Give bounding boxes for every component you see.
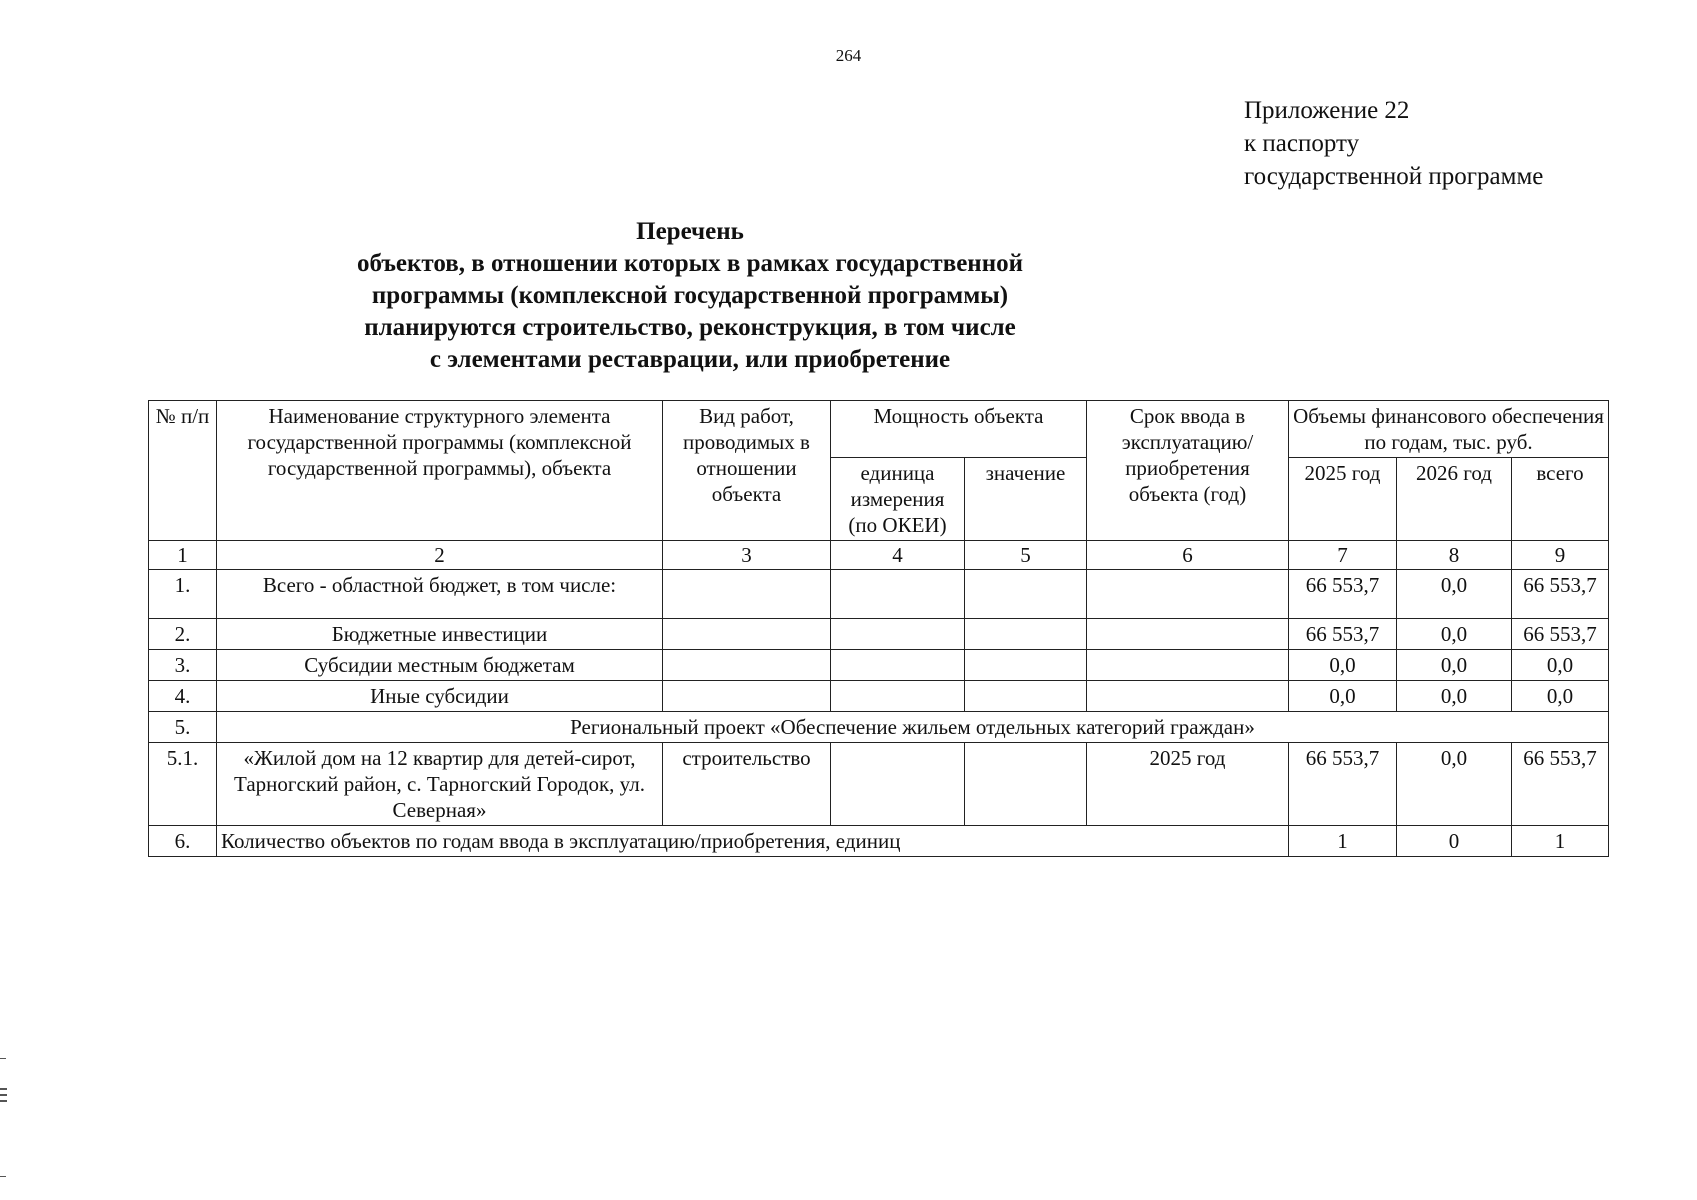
index-cell: 8 xyxy=(1397,541,1512,570)
index-cell: 2 xyxy=(217,541,663,570)
title-line: планируются строительство, реконструкция, в том числе xyxy=(364,314,1016,341)
index-cell: 7 xyxy=(1289,541,1397,570)
table-row xyxy=(149,650,1609,681)
scan-mark xyxy=(0,1100,7,1102)
scan-mark xyxy=(0,1058,6,1059)
appendix-line: государственной программе xyxy=(1244,163,1544,190)
count-label: Количество объектов по годам ввода в эксплуатацию/приобретения, единиц xyxy=(217,826,1289,857)
row-num: 6. xyxy=(149,826,217,857)
row-unit xyxy=(831,619,965,650)
row-2026: 0,0 xyxy=(1397,619,1512,650)
row-2026: 0,0 xyxy=(1397,681,1512,712)
row-value xyxy=(965,650,1087,681)
table-index-row xyxy=(149,541,1609,570)
row-2026: 0,0 xyxy=(1397,570,1512,619)
table-row xyxy=(149,619,1609,650)
index-cell: 5 xyxy=(965,541,1087,570)
row-name: Бюджетные инвестиции xyxy=(217,619,663,650)
row-deadline xyxy=(1087,681,1289,712)
row-total: 1 xyxy=(1512,826,1609,857)
header-total: всего xyxy=(1512,458,1609,541)
table-row xyxy=(149,570,1609,619)
header-capacity: Мощность объекта xyxy=(831,401,1087,458)
row-work xyxy=(663,681,831,712)
page-number: 264 xyxy=(835,46,862,65)
header-2025: 2025 год xyxy=(1289,458,1397,541)
row-name: Иные субсидии xyxy=(217,681,663,712)
row-unit xyxy=(831,681,965,712)
row-work xyxy=(663,650,831,681)
header-value: значение xyxy=(965,458,1087,541)
row-unit xyxy=(831,570,965,619)
row-2025: 66 553,7 xyxy=(1289,743,1397,826)
row-num: 1. xyxy=(149,570,217,619)
row-2025: 0,0 xyxy=(1289,650,1397,681)
header-name: Наименование структурного элемента государственной программы (комплексной государственной программы), объекта xyxy=(217,401,663,541)
row-2025: 66 553,7 xyxy=(1289,619,1397,650)
index-cell: 9 xyxy=(1512,541,1609,570)
row-deadline xyxy=(1087,619,1289,650)
title-line: с элементами реставрации, или приобретение xyxy=(429,346,951,373)
header-num: № п/п xyxy=(149,401,217,541)
header-2026: 2026 год xyxy=(1397,458,1512,541)
header-unit: единица измерения (по ОКЕИ) xyxy=(831,458,965,541)
index-cell: 4 xyxy=(831,541,965,570)
row-num: 5. xyxy=(149,712,217,743)
document-title xyxy=(0,216,1380,376)
scan-mark xyxy=(0,1088,7,1090)
project-row xyxy=(149,712,1609,743)
row-name: Субсидии местным бюджетам xyxy=(217,650,663,681)
row-unit xyxy=(831,650,965,681)
header-work: Вид работ, проводимых в отношении объекта xyxy=(663,401,831,541)
row-2026: 0,0 xyxy=(1397,650,1512,681)
row-total: 0,0 xyxy=(1512,650,1609,681)
row-value xyxy=(965,681,1087,712)
row-2026: 0,0 xyxy=(1397,743,1512,826)
row-deadline xyxy=(1087,650,1289,681)
object-name: «Жилой дом на 12 квартир для детей-сирот, Тарногский район, с. Тарногский Городок, ул. Северная» xyxy=(217,743,663,826)
row-2025: 66 553,7 xyxy=(1289,570,1397,619)
table-header-row xyxy=(149,401,1609,458)
row-value xyxy=(965,570,1087,619)
objects-table xyxy=(148,400,1609,857)
row-deadline xyxy=(1087,570,1289,619)
row-total: 66 553,7 xyxy=(1512,619,1609,650)
title-line: программы (комплексной государственной программы) xyxy=(371,282,1009,309)
row-total: 66 553,7 xyxy=(1512,743,1609,826)
row-value xyxy=(965,743,1087,826)
row-total: 66 553,7 xyxy=(1512,570,1609,619)
header-deadline: Срок ввода в эксплуатацию/приобретения объекта (год) xyxy=(1087,401,1289,541)
appendix-note xyxy=(1244,94,1543,193)
row-num: 3. xyxy=(149,650,217,681)
row-total: 0,0 xyxy=(1512,681,1609,712)
count-row xyxy=(149,826,1609,857)
table-row xyxy=(149,681,1609,712)
scan-mark xyxy=(0,1094,7,1096)
header-finance: Объемы финансового обеспечения по годам, тыс. руб. xyxy=(1289,401,1609,458)
row-num: 2. xyxy=(149,619,217,650)
index-cell: 6 xyxy=(1087,541,1289,570)
row-work xyxy=(663,619,831,650)
scan-mark xyxy=(0,1176,6,1177)
row-value xyxy=(965,619,1087,650)
appendix-line: Приложение 22 xyxy=(1244,97,1410,124)
row-name: Всего - областной бюджет, в том числе: xyxy=(217,570,663,619)
object-work: строительство xyxy=(663,743,831,826)
object-row xyxy=(149,743,1609,826)
row-work xyxy=(663,570,831,619)
row-num: 5.1. xyxy=(149,743,217,826)
index-cell: 3 xyxy=(663,541,831,570)
project-name: Региональный проект «Обеспечение жильем отдельных категорий граждан» xyxy=(217,712,1609,743)
row-num: 4. xyxy=(149,681,217,712)
appendix-line: к паспорту xyxy=(1244,130,1360,157)
object-deadline: 2025 год xyxy=(1087,743,1289,826)
row-unit xyxy=(831,743,965,826)
title-line: объектов, в отношении которых в рамках государственной xyxy=(356,250,1024,277)
row-2026: 0 xyxy=(1397,826,1512,857)
row-2025: 0,0 xyxy=(1289,681,1397,712)
title-line: Перечень xyxy=(636,218,744,245)
index-cell: 1 xyxy=(149,541,217,570)
row-2025: 1 xyxy=(1289,826,1397,857)
